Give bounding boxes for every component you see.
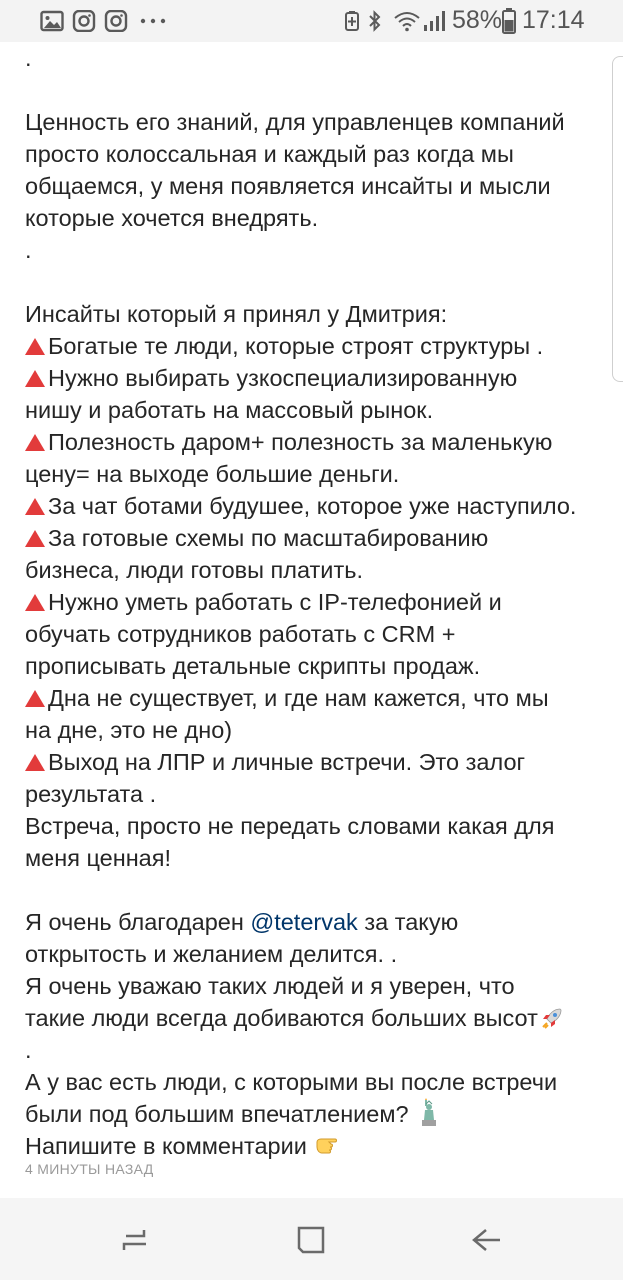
caption-text: За готовые схемы по масштабированию (48, 525, 489, 551)
caption-text: бизнеса, люди готовы платить. (25, 557, 363, 583)
caption-line (25, 682, 605, 714)
caption-text: такие люди всегда добиваются больших высот (25, 1005, 538, 1031)
status-bar (0, 0, 623, 42)
caption-line (25, 234, 605, 266)
caption-line (25, 906, 605, 938)
caption-line (25, 74, 605, 106)
caption-text: За чат ботами будушее, которое уже наступило. (48, 493, 577, 519)
status-time: 17:14 (522, 6, 585, 34)
caption-line (25, 1002, 605, 1034)
instagram-icon (104, 10, 128, 32)
caption-line (25, 394, 605, 426)
caption-line (25, 426, 605, 458)
caption-line (25, 714, 605, 746)
caption-line (25, 1130, 605, 1162)
caption-line (25, 490, 605, 522)
caption-text: которые хочется внедрять. (25, 205, 319, 231)
battery-icon (502, 8, 516, 34)
caption-line (25, 778, 605, 810)
caption-line (25, 522, 605, 554)
user-mention-link[interactable]: @tetervak (250, 909, 358, 935)
caption-text: Нужно уметь работать с IP-телефонией и (48, 589, 502, 615)
caption-text: на дне, это не дно) (25, 717, 233, 743)
caption-line (25, 970, 605, 1002)
caption-text: Нужно выбирать узкоспециализированную (48, 365, 518, 391)
caption-line (25, 106, 605, 138)
caption-text: Я очень уважаю таких людей и я уверен, что (25, 973, 515, 999)
caption-text: прописывать детальные скрипты продаж. (25, 653, 481, 679)
caption-text: меня ценная! (25, 845, 172, 871)
caption-line (25, 298, 605, 330)
image-icon (40, 10, 64, 32)
caption-line (25, 1098, 605, 1130)
red-triangle-icon (25, 434, 45, 451)
caption-line (25, 618, 605, 650)
caption-line (25, 938, 605, 970)
caption-text: . (25, 45, 32, 71)
statue-of-liberty-emoji-icon (417, 1098, 437, 1126)
caption-text: . (25, 1037, 32, 1063)
caption-text: за такую (357, 909, 459, 935)
caption-line (25, 266, 605, 298)
battery-saver-icon (343, 10, 361, 32)
caption-line (25, 810, 605, 842)
caption-line (25, 170, 605, 202)
post-caption (25, 42, 605, 1162)
caption-line (25, 874, 605, 906)
caption-line (25, 42, 605, 74)
red-triangle-icon (25, 498, 45, 515)
caption-text: Выход на ЛПР и личные встречи. Это залог (48, 749, 526, 775)
red-triangle-icon (25, 370, 45, 387)
red-triangle-icon (25, 690, 45, 707)
caption-text: общаемся, у меня появляется инсайты и мысли (25, 173, 551, 199)
caption-line (25, 330, 605, 362)
caption-text: Полезность даром+ полезность за маленькую (48, 429, 553, 455)
caption-text: Инсайты который я принял у Дмитрия: (25, 301, 448, 327)
caption-text: А у вас есть люди, с которыми вы после встречи (25, 1069, 558, 1095)
caption-line (25, 586, 605, 618)
caption-text: Дна не существует, и где нам кажется, что мы (48, 685, 549, 711)
caption-text: обучать сотрудников работать с CRM + (25, 621, 456, 647)
caption-text: просто колоссальная и каждый раз когда мы (25, 141, 514, 167)
caption-line (25, 842, 605, 874)
caption-line (25, 458, 605, 490)
battery-percent: 58% (452, 6, 503, 34)
red-triangle-icon (25, 338, 45, 355)
post-timestamp: 4 МИНУТЫ НАЗАД (25, 1161, 154, 1177)
caption-line (25, 1034, 605, 1066)
caption-line (25, 650, 605, 682)
caption-line (25, 362, 605, 394)
caption-text: результата . (25, 781, 157, 807)
caption-text: Ценность его знаний, для управленцев компаний (25, 109, 565, 135)
caption-line (25, 746, 605, 778)
signal-icon (422, 10, 446, 32)
more-icon (140, 18, 166, 24)
instagram-icon (72, 10, 96, 32)
red-triangle-icon (25, 754, 45, 771)
caption-text: цену= на выходе большие деньги. (25, 461, 400, 487)
scroll-indicator (612, 56, 623, 382)
red-triangle-icon (25, 530, 45, 547)
caption-text: Я очень благодарен (25, 909, 251, 935)
caption-line (25, 138, 605, 170)
home-icon[interactable] (293, 1222, 329, 1258)
pointing-hand-emoji-icon (315, 1134, 343, 1158)
caption-text: открытость и желанием делится. . (25, 941, 398, 967)
wifi-icon (393, 10, 421, 32)
caption-line (25, 554, 605, 586)
caption-text: были под большим впечатлением? (25, 1101, 416, 1127)
navigation-bar (0, 1198, 623, 1280)
caption-line (25, 1066, 605, 1098)
caption-text: Встреча, просто не передать словами какая для (25, 813, 555, 839)
caption-text: Напишите в комментарии (25, 1133, 314, 1159)
caption-text: Богатые те люди, которые строят структуры . (48, 333, 544, 359)
red-triangle-icon (25, 594, 45, 611)
caption-text: нишу и работать на массовый рынок. (25, 397, 434, 423)
back-icon[interactable] (468, 1222, 504, 1258)
caption-line (25, 202, 605, 234)
rocket-emoji-icon (540, 1006, 564, 1030)
bluetooth-icon (367, 10, 383, 32)
caption-text: . (25, 237, 32, 263)
recent-apps-icon[interactable] (118, 1222, 154, 1258)
